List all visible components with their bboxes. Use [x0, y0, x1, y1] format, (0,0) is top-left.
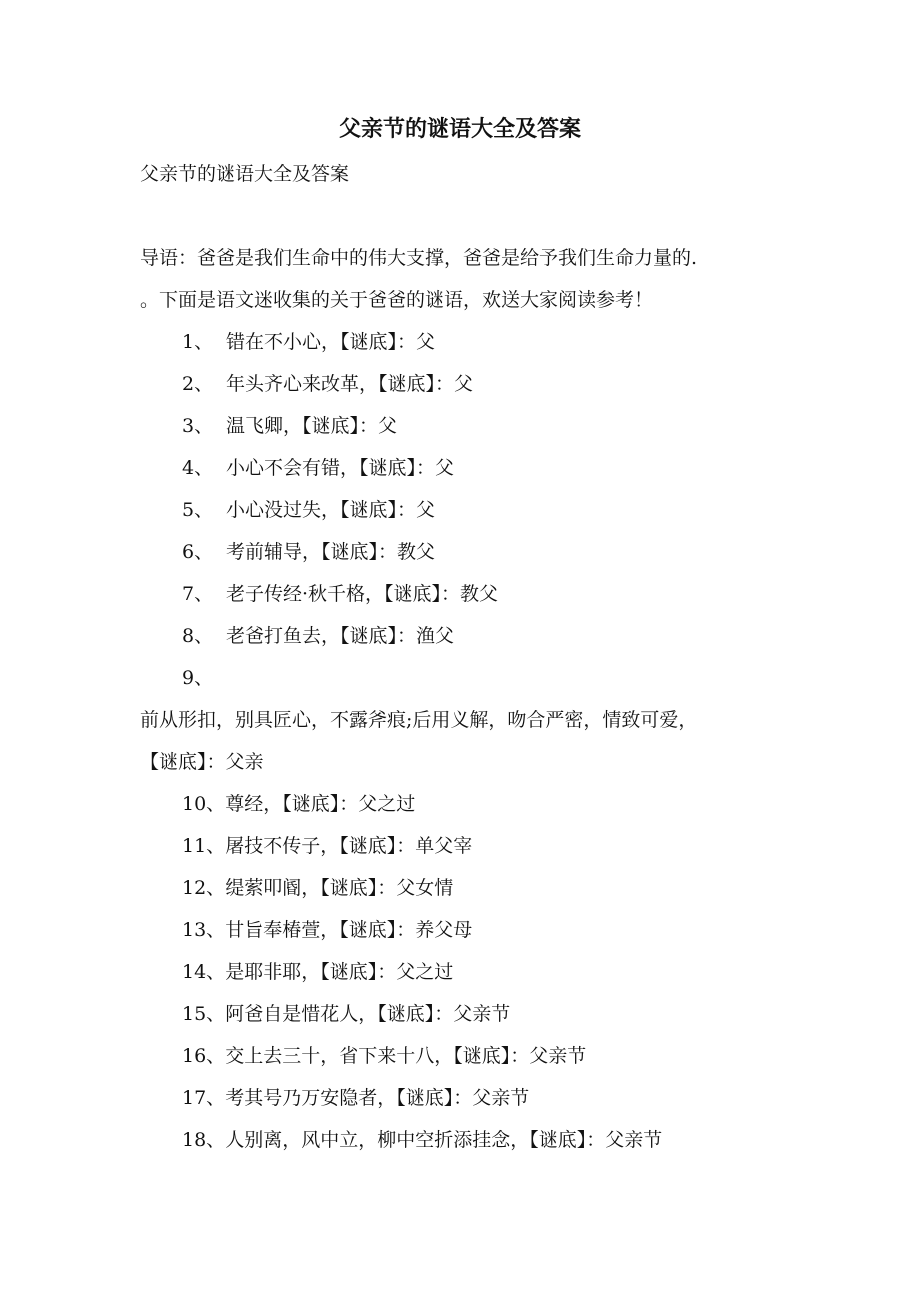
riddle-9-line-1: 前从形扣，别具匠心，不露斧痕;后用义解，吻合严密，情致可爱，	[140, 709, 698, 731]
riddle-text: 是耶非耶，【谜底】：父之过	[225, 961, 454, 983]
riddle-number: 14、	[182, 961, 226, 983]
intro-line-1: 导语：爸爸是我们生命中的伟大支撑，爸爸是给予我们生命力量的.	[140, 247, 698, 269]
riddle-number: 10、	[182, 793, 226, 815]
riddle-item-13	[182, 916, 472, 944]
document-subtitle: 父亲节的谜语大全及答案	[140, 163, 350, 185]
riddle-text: 老子传经·秋千格，【谜底】：教父	[226, 583, 499, 605]
riddle-number: 18、	[182, 1129, 226, 1151]
riddle-text: 人别离，风中立，柳中空折添挂念，【谜底】：父亲节	[225, 1129, 663, 1151]
riddle-number: 8、	[182, 625, 214, 647]
riddle-number: 3、	[182, 415, 214, 437]
riddle-number: 6、	[182, 541, 214, 563]
riddle-number: 9、	[182, 667, 214, 689]
riddle-item-16	[182, 1042, 586, 1070]
riddle-item-14	[182, 958, 453, 986]
riddle-number: 4、	[182, 457, 214, 479]
riddle-item-1	[182, 328, 435, 356]
riddle-number: 2、	[182, 373, 214, 395]
riddle-number: 5、	[182, 499, 214, 521]
intro-line-2: 。下面是语文迷收集的关于爸爸的谜语，欢送大家阅读参考！	[140, 289, 654, 311]
riddle-number: 13、	[182, 919, 226, 941]
riddle-number: 15、	[182, 1003, 226, 1025]
riddle-text: 错在不小心，【谜底】：父	[226, 331, 436, 353]
riddle-number: 7、	[182, 583, 214, 605]
riddle-item-11	[182, 832, 472, 860]
riddle-item-17	[182, 1084, 529, 1112]
riddle-text: 年头齐心来改革，【谜底】：父	[226, 373, 474, 395]
riddle-item-6	[182, 538, 435, 566]
riddle-item-9	[182, 664, 226, 692]
riddle-text: 甘旨奉椿萱，【谜底】：养父母	[225, 919, 473, 941]
riddle-item-15	[182, 1000, 510, 1028]
riddle-number: 17、	[182, 1087, 226, 1109]
riddle-item-18	[182, 1126, 662, 1154]
riddle-number: 11、	[182, 835, 226, 857]
riddle-item-8	[182, 622, 454, 650]
riddle-item-12	[182, 874, 453, 902]
riddle-text: 尊经，【谜底】：父之过	[225, 793, 416, 815]
riddle-item-7	[182, 580, 498, 608]
riddle-text: 考前辅导，【谜底】：教父	[226, 541, 436, 563]
riddle-item-4	[182, 454, 454, 482]
riddle-text: 交上去三十，省下来十八，【谜底】：父亲节	[225, 1045, 587, 1067]
document-title: 父亲节的谜语大全及答案	[338, 116, 581, 142]
riddle-text: 屠技不传子，【谜底】：单父宰	[225, 835, 473, 857]
riddle-item-3	[182, 412, 397, 440]
riddle-text: 老爸打鱼去，【谜底】：渔父	[226, 625, 455, 647]
riddle-text: 缇萦叩阍，【谜底】：父女情	[225, 877, 454, 899]
riddle-text: 小心没过失，【谜底】：父	[226, 499, 436, 521]
riddle-number: 16、	[182, 1045, 226, 1067]
riddle-item-5	[182, 496, 435, 524]
riddle-text: 小心不会有错，【谜底】：父	[226, 457, 455, 479]
riddle-number: 1、	[182, 331, 214, 353]
riddle-9-line-2: 【谜底】：父亲	[140, 751, 264, 773]
riddle-text: 温飞卿，【谜底】：父	[226, 415, 398, 437]
riddle-text: 阿爸自是惜花人，【谜底】：父亲节	[225, 1003, 511, 1025]
riddle-item-10	[182, 790, 415, 818]
riddle-text: 考其号乃万安隐者，【谜底】：父亲节	[225, 1087, 530, 1109]
riddle-number: 12、	[182, 877, 226, 899]
riddle-item-2	[182, 370, 473, 398]
